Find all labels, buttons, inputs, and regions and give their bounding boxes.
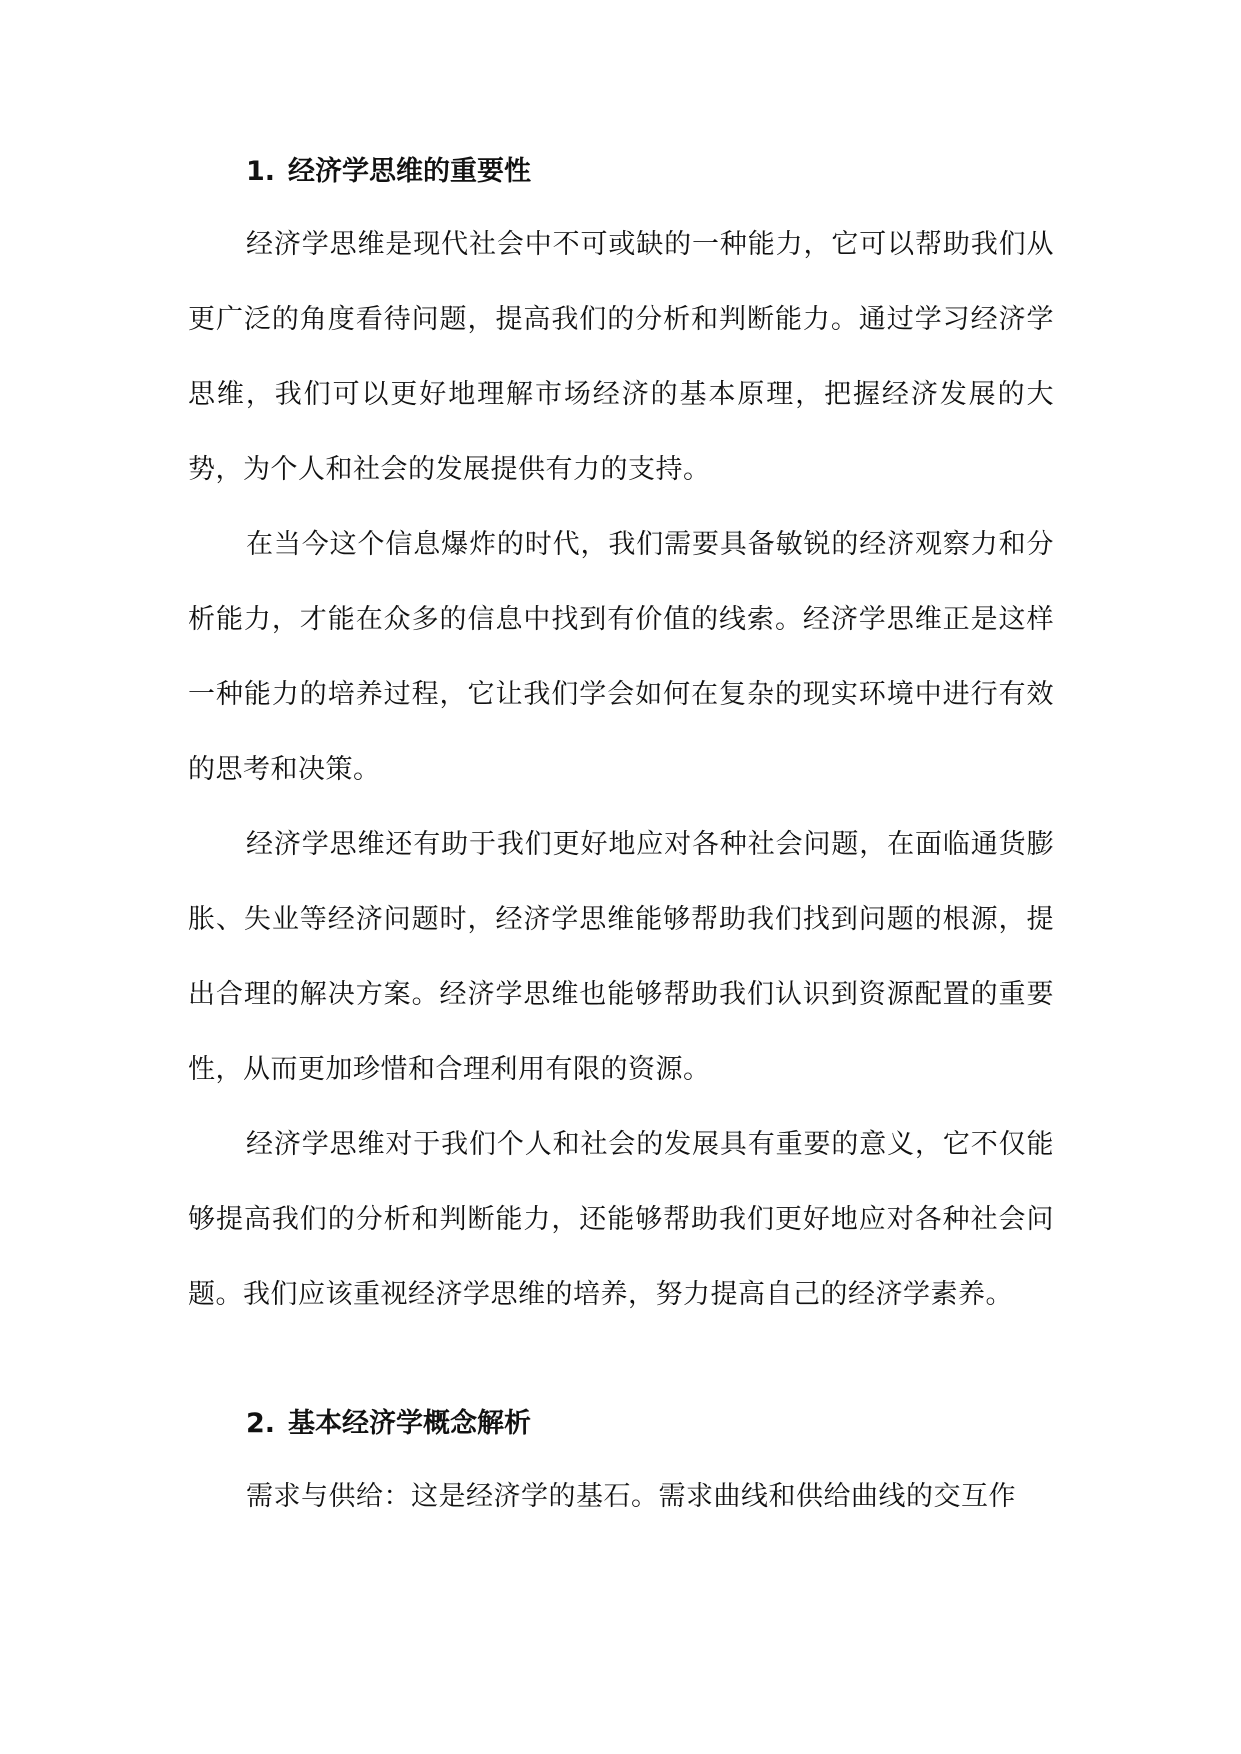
section-1-number: 1. [246, 156, 276, 187]
section-2-paragraph-1: 需求与供给：这是经济学的基石。需求曲线和供给曲线的交互作 [246, 1481, 1016, 1512]
document-body [188, 140, 1054, 1534]
section-1-paragraph-1: 经济学思维是现代社会中不可或缺的一种能力，它可以帮助我们从更广泛的角度看待问题，提高我们的分析和判断能力。通过学习经济学思维，我们可以更好地理解市场经济的基本原理，把握经济发展的大势，为个人和社会的发展提供有力的支持。 [188, 229, 1054, 485]
section-1-paragraph-4: 经济学思维对于我们个人和社会的发展具有重要的意义，它不仅能够提高我们的分析和判断能力，还能够帮助我们更好地应对各种社会问题。我们应该重视经济学思维的培养，努力提高自己的经济学素养。 [188, 1129, 1054, 1310]
section-1-paragraph-3: 经济学思维还有助于我们更好地应对各种社会问题，在面临通货膨胀、失业等经济问题时，经济学思维能够帮助我们找到问题的根源，提出合理的解决方案。经济学思维也能够帮助我们认识到资源配置的重要性，从而更加珍惜和合理利用有限的资源。 [188, 829, 1054, 1085]
section-1-title: 经济学思维的重要性 [288, 156, 531, 187]
section-2-number: 2. [246, 1408, 276, 1439]
section-2-heading [188, 1392, 1054, 1456]
section-2-title: 基本经济学概念解析 [288, 1408, 531, 1439]
section-1-heading [188, 140, 1054, 204]
section-1-paragraph-2: 在当今这个信息爆炸的时代，我们需要具备敏锐的经济观察力和分析能力，才能在众多的信息中找到有价值的线索。经济学思维正是这样一种能力的培养过程，它让我们学会如何在复杂的现实环境中进行有效的思考和决策。 [188, 529, 1054, 785]
